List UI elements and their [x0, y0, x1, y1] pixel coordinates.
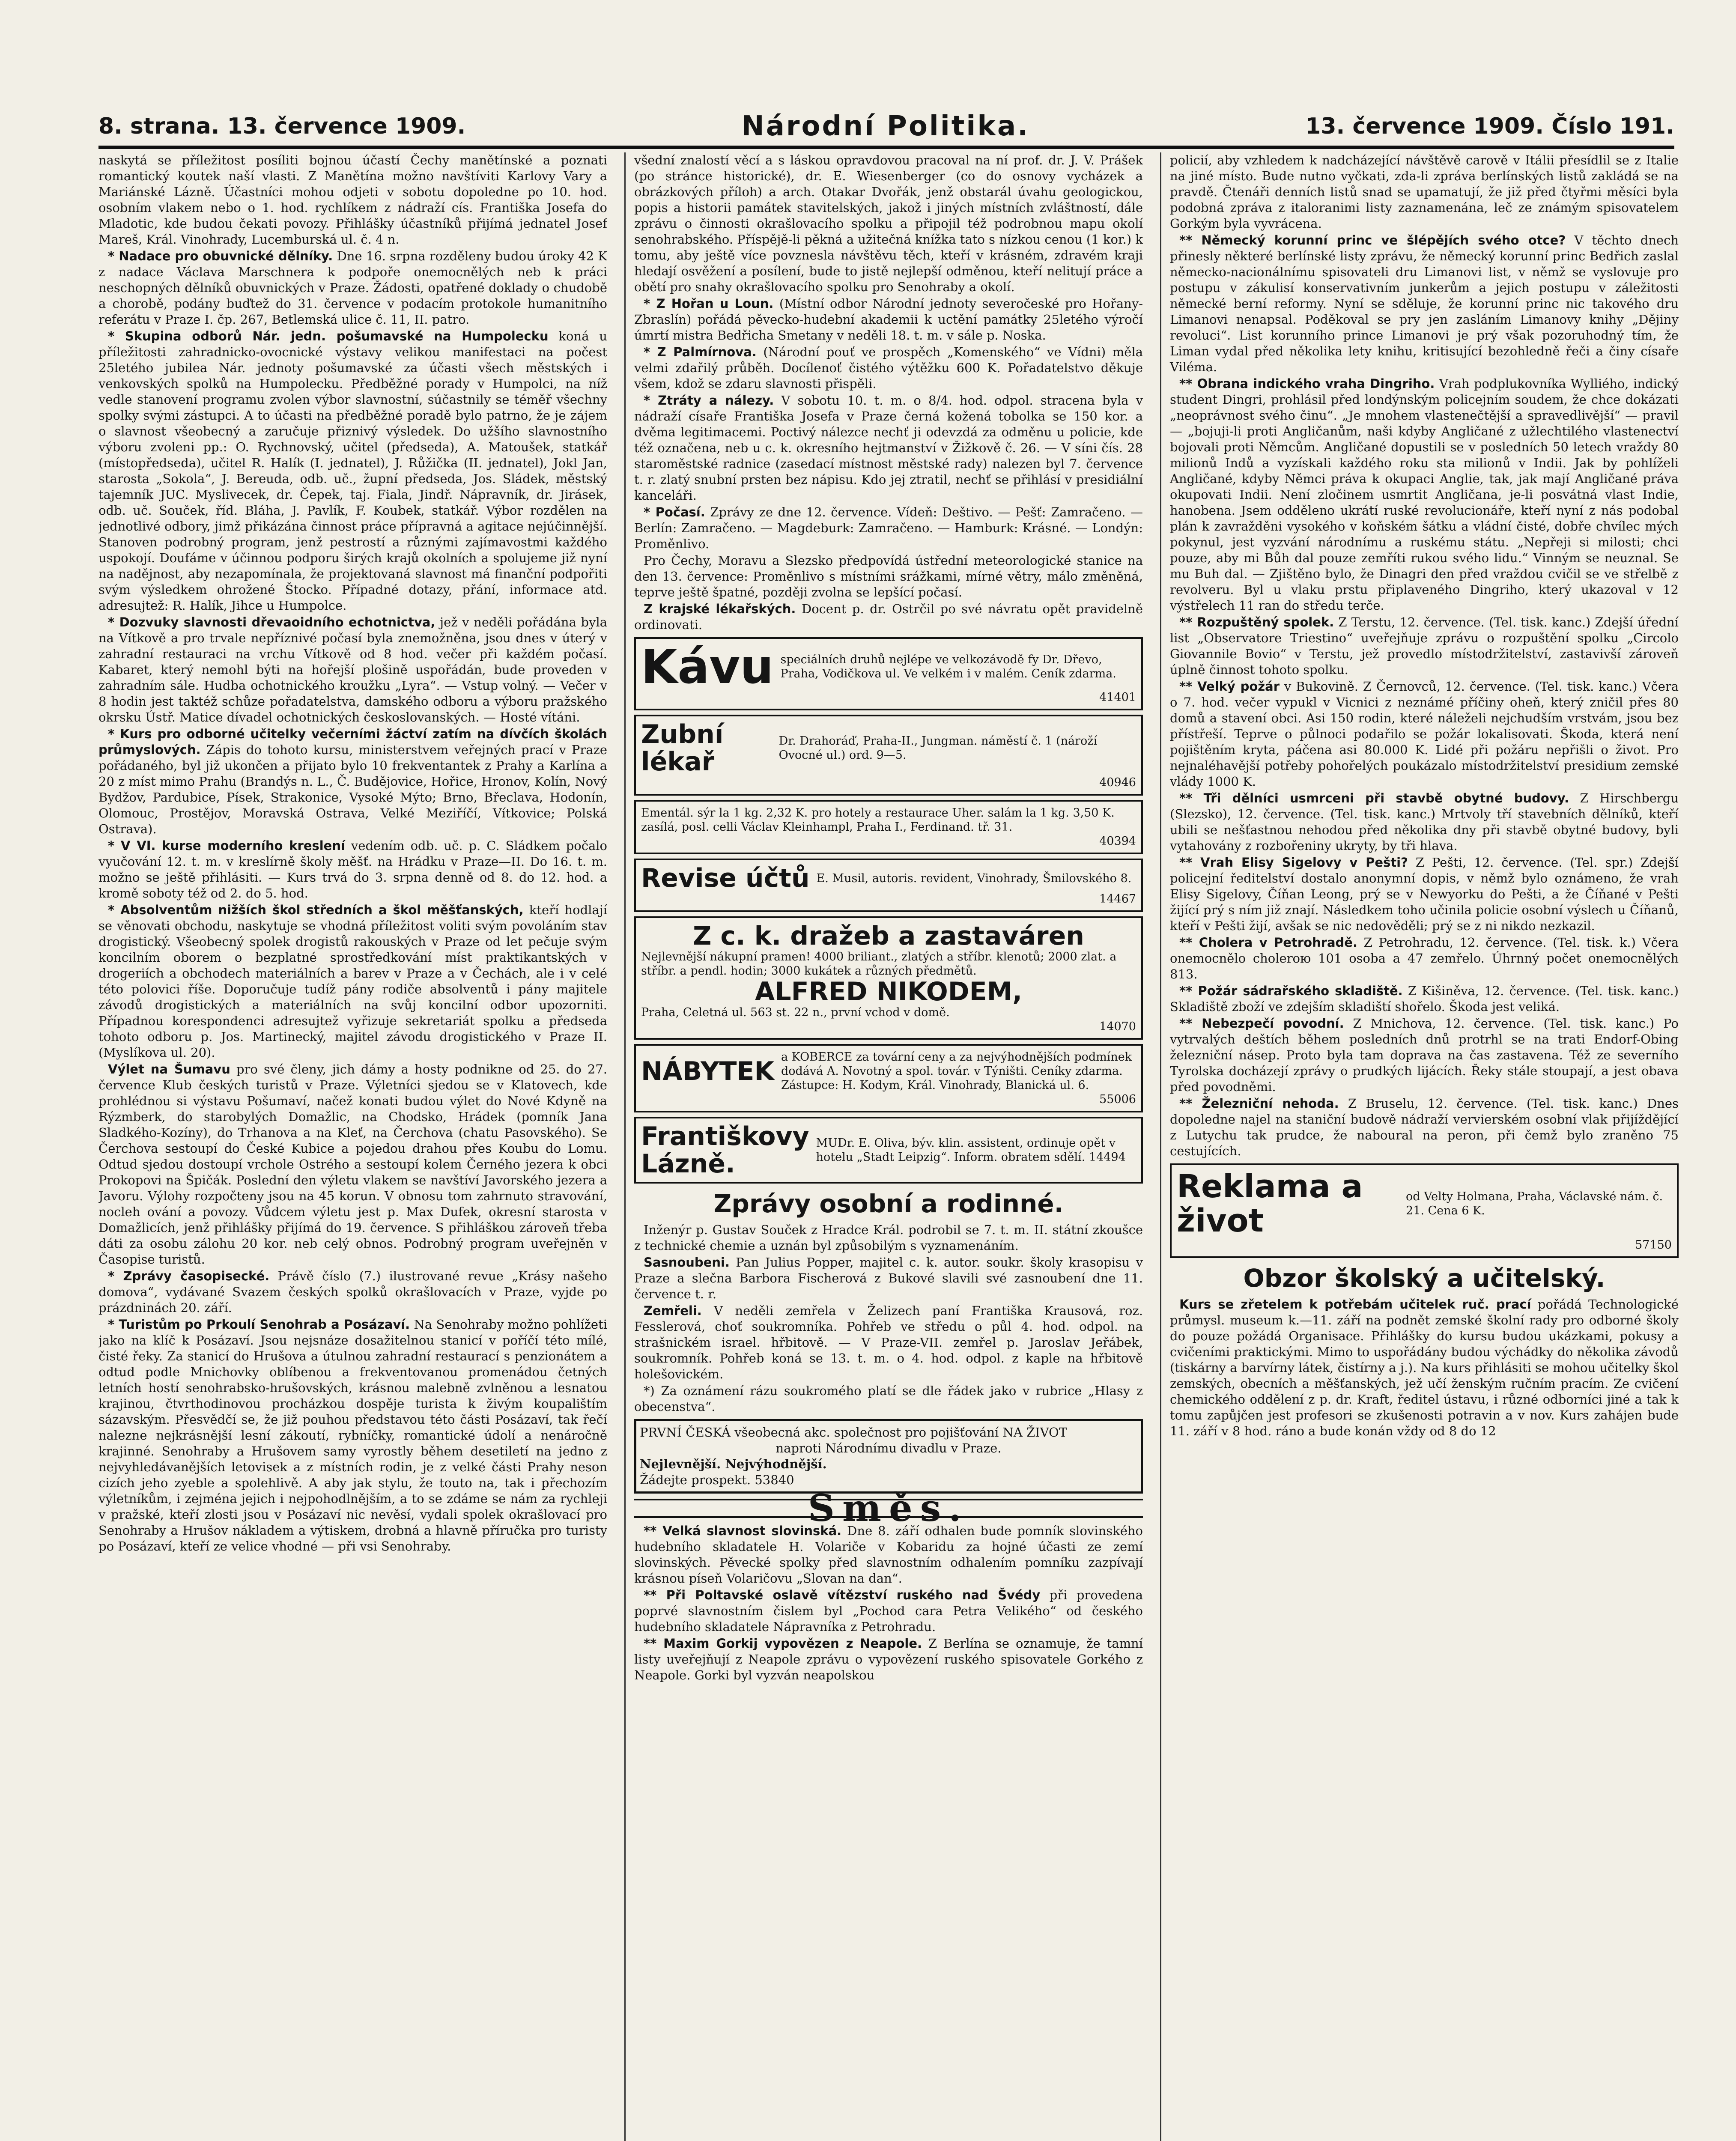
advert-name: ALFRED NIKODEM, [755, 977, 1023, 1007]
article-text: pořádá Technologické průmysl. museum k.—11. září na podnět zemské školní rady pro odborné školy do pouze požádá Organisace. Přihlášky do kursu budou ukázkami, pokusy a cvičeními praktickými. Mimo to uspořádány budou výchádky do několika závodů (tiskárny a barvírny látek, čistírny a j.). Na kurs přihlásiti se mohou učitelky škol zemských, obecních a měšťanských, jež učí ženským ručním pracím. Ze cvičení chemického oddělení z p. dr. Kraft, ředitel ústavu, i různé odborníci jiné a tak k tomu zapůjčen jest profesori se zkušenosti potravin a v nov. Kurs zahájen bude 11. září v 8 hod. ráno a bude konán vždy od 8 do 12 [1170, 1297, 1679, 1438]
article-heading: ** Velká slavnost slovinská. [644, 1524, 842, 1538]
advert-zubni-lekar [634, 715, 1143, 796]
article [1170, 1297, 1679, 1439]
advert-kavu [634, 637, 1143, 710]
advert-headline: Zubní lékař [641, 719, 724, 777]
article-text: (Místní odbor Národní jednoty severočeské pro Hořany-Zbraslín) pořádá pěvecko-hudební akademii k uctění památky 25letého výročí úmrtí mistra Bedřicha Smetany v neděli 18. t. m. v sále p. Noska. [634, 296, 1143, 343]
article-heading: ** Cholera v Petrohradě. [1179, 935, 1357, 950]
article [1170, 233, 1679, 375]
article-heading: * Z Hořan u Loun. [644, 296, 774, 311]
advert-number: 14070 [1099, 1020, 1136, 1033]
advert-text: od Velty Holmana, Praha, Václavské nám. č. 21. Cena 6 K. [1406, 1190, 1663, 1217]
advert-prvni-ceska [634, 1419, 1143, 1494]
article-text: Inženýr p. Gustav Souček z Hradce Král. podrobil se 7. t. m. II. státní zkoušce z technické chemie a uznán byl způsobilým s vyznamenáním. [634, 1223, 1143, 1253]
article-text: Právě číslo (7.) ilustrované revue „Krásy našeho domova“, vydávané Svazem českých spolků okrašlovacích v Praze, vyjde po prázdninách 20. září. [98, 1269, 607, 1315]
article-text: Z Bruselu, 12. července. (Tel. tisk. kanc.) Dnes dopoledne najel na staniční budově nádraží vervierském osobní vlak přijíždějící z Lutychu tak prudce, že naboural na peron, při čemž bylo zraněno 75 cestujících. [1170, 1096, 1679, 1158]
advert-address: naproti Národnímu divadlu v Praze. [776, 1441, 1002, 1455]
article-text: Pan Julius Popper, majitel c. k. autor. soukr. školy krasopisu v Praze a slečna Barbora Fischerová z Bukové slavili své zasnoubení dne 11. července t. r. [634, 1255, 1143, 1301]
advert-number: 53840 [755, 1473, 794, 1487]
article [98, 614, 607, 725]
article-text: V neděli zemřela v Želizech paní Františka Krausová, roz. Fesslerová, choť soukromníka. Pohřeb ve středu o půl 4. hod. odpol. na strašnickém israel. hřbitově. — V Praze-VII. zemřel p. Jaroslav Jeřábek, soukromník. Pohřeb koná se 13. t. m. o 4. hod. odpol. z kaple na hřbitově holešovickém. [634, 1303, 1143, 1381]
page-header [98, 107, 1674, 149]
article-heading: * Počasí. [644, 505, 705, 519]
advert-drazby [634, 916, 1143, 1040]
article-text: Docent p. dr. Ostrčil po své návratu opět pravidelně ordinovati. [634, 602, 1143, 632]
article-heading: ** Německý korunní princ ve šlépějích svého otce? [1179, 233, 1566, 247]
article-text: Z Pešti, 12. července. (Tel. spr.) Zdejší policejní ředitelství dostalo anonymní dopis, v němž bylo oznámeno, že vrah Elisy Sigelovy, Číňan Leong, prý se v Newyorku do Pešti, a že Číňané v Pešti žijící prý s ním již znají. Následkem toho učinila policie osobní výslech u Číňanů, kteří v Pešti žijí, avšak se nic nedověděli; prý se z ni nikdo nezkazil. [1170, 855, 1679, 933]
advert-headline: NÁBYTEK [641, 1056, 774, 1086]
advert-text: všeobecná akc. společnost pro pojišťování [734, 1425, 999, 1440]
article [98, 1062, 607, 1267]
advert-headline: PRVNÍ ČESKÁ [640, 1425, 731, 1440]
advert-headline: Františkovy Lázně. [641, 1121, 809, 1179]
article-heading: * Absolventům nižších škol středních a škol měšťanských, [108, 903, 524, 917]
article-text: Z Berlína se oznamuje, že tamní listy uveřejňují z Neapole zprávu o vypovězení ruského spisovatele Gorkého z Neapole. Gorki byl vyzván neapolskou [634, 1636, 1143, 1682]
article-heading: * Nadace pro obuvnické dělníky. [108, 249, 333, 263]
article-text: pro své členy, jich dámy a hosty podnikne od 25. do 27. července Klub českých turistů v Praze. Výletníci sjedou se v Klatovech, kde prohlédnou si výstavu Pošumaví, načež konati budou výlet do Nové Kdyně na Rýzmberk, do starobylých Domažlic, na Chodsko, Hrádek (pomník Jana Sladkého-Kozíny), do Trhanova a na Kleť, na Čerchova (chatu Pasovského). Se Čerchova sestoupí do České Kubice a pojedou drahou přes Koubu do Lomu. Odtud sjedou dostoupí vrchole Ostrého a sestoupí kolem Černého jezera k obci Prokopovi na Špičák. Poslední den výletu vlakem se navštíví Javorského jezera a Javoru. Výlohy rozpočteny jsou na 45 korun. V obnosu tom zahrnuto stravování, nocleh ování a povozy. Vůdcem výletu jest p. Max Dufek, okresní starosta v Domažlicích, jenž přihlášky přijímá do 19. července. S přihláškou zároveň třeba dáti za osobu zálohu 20 kor. neb celý obnos. Podrobný program uveřejněn v Časopise turistů. [98, 1062, 607, 1267]
article-text: *) Za oznámení rázu soukromého platí se dle řádek jako v rubrice „Hlasy z obecenstva“. [634, 1384, 1143, 1414]
article-text: Z Mnichova, 12. července. (Tel. tisk. kanc.) Po vytrvalých deštích během posledních dnů protrhl se na trati Endorf-Obing železniční násep. Proto byla tam doprava na čas zastavena. Též ze severního Tyrolska docházejí zprávy o prudkých lijácích. Řeky stále stoupají, a jest obava před povodněmi. [1170, 1016, 1679, 1094]
advert-headline: Z c. k. dražeb a zastaváren [693, 921, 1084, 951]
article-heading: ** Nebezpečí povodní. [1179, 1016, 1344, 1031]
article-heading: Z krajské lékařských. [644, 602, 796, 616]
advert-number: 14467 [1099, 892, 1136, 906]
article [1170, 855, 1679, 934]
article [1170, 1096, 1679, 1159]
article [98, 1317, 607, 1554]
article-text: koná u příležitosti zahradnicko-ovocnické výstavy velikou manifestaci na počest 25letého jubilea Nár. jednoty pošumavské za účasti všech městských i venkovských spolků na Humpolecku. Předběžné porady v Humpolci, na níž vedle stanovení programu zvolen výbor slavnostní, súčastnily se téměř všechny spolky svými zástupci. A to účasti na předběžné poradě bylo patrno, že je zájem o slavnost všeobecný a zaručuje přiznivý výsledek. Do užšího slavnostního výboru zvoleni pp.: O. Rychnovský, učitel (předseda), A. Matoušek, statkář (místopředseda), učitel R. Halík (I. jednatel), J. Růžička (II. jednatel), Jokl Jan, starosta „Sokola“, J. Bereuda, odb. uč., župní předseda, Jos. Sládek, městský tajemník JUC. Myslivecek, dr. Čepek, taj. Fiala, Jindř. Nápravník, dr. Jirásek, odb. uč. Souček, říd. Bláha, J. Pavlík, F. Koubek, statkář. Výbor rozdělen na jednotlivé odbory, jimž přikázána činnost práce přípravná a agitace nejúčinnější. Stanoven podrobný program, jenž pestrostí a různými zajímavostmi každého uspokojí. Doufáme v účinnou podporu širých krajů okolních a spolujeme již nyní na nadějnost, aby nezapomínala, že projektovaná slavnost má finanční podpořiti svým výsledkem ohrožené Štocko. Případné dotazy, přání, informace atd. adresujtež: R. Halík, Jihce u Humpolce. [98, 329, 607, 613]
advert-text: Nejlevnější nákupní pramen! 4000 briliant., zlatých a stříbr. klenotů; 2000 zlat. a stříbr. a pendl. hodin; 3000 kukátek a různých předmětů. [641, 950, 1117, 978]
article [634, 1303, 1143, 1382]
advert-slogan: Nejvýhodnější. [725, 1457, 827, 1471]
article-text: V těchto dnech přinesly některé berlínské listy zprávu, že německý korunní princ Bedřich zaslal německo-nacionálnímu spisovateli dru Limanovi list, v němž se vyslovuje pro postupu v zákulisí konservativním junkerům a jejich postupu v záležitosti německé berní reformy. Nyní se sděluje, že korunní princ nic takového dru Limanovi nenapsal. Poděkoval se pry jen zasláním Limanovy knihy „Dějiny revoluci“. List korunního prince Limanovi je prý však pozoruhodný tím, že Liman vydal před několika lety knihu, kritisující bezohledně řeči a činy císaře Viléma. [1170, 233, 1679, 374]
article-heading: Výlet na Šumavu [108, 1062, 230, 1076]
article-heading: ** Železniční nehoda. [1179, 1096, 1339, 1111]
article-text: Dne 16. srpna rozděleny budou úroky 42 K z nadace Václava Marschnera k podpoře onemocnělých neb k práci neschopných dělníků obuvnických v Praze. Žádosti, opatřené doklady o chudobě a chorobě, podány buďtež do 31. července v podacím protokole humanitního referátu v Praze I. čp. 267, Betlemská ulice č. 11, II. patro. [98, 249, 607, 327]
article-text: Z Hirschbergu (Slezsko), 12. července. (Tel. tisk. kanc.) Mrtvoly tří stavebních dělníků, kteří ubili se nešťastnou nehodou před několika dny při stavbě obytné budovy, byli vytahovány z rozbořeniny ukryty, by tři hlava. [1170, 791, 1679, 853]
advert-text: a KOBERCE za tovární ceny a za nejvýhodnějších podmínek dodává A. Novotný a spol. továr. v Týništi. Ceníky zdarma. Zástupce: H. Kodym, Král. Vinohrady, Blanická ul. 6. [781, 1050, 1132, 1092]
advert-revise [634, 859, 1143, 912]
article [98, 726, 607, 837]
article-text: při provedena poprvé slavnostním čislem byl „Pochod cara Petra Velikého“ od českého hudebního skladatele Nápravníka z Petrohradu. [634, 1588, 1143, 1634]
article [634, 393, 1143, 504]
section-title: Směs. [634, 1499, 1143, 1518]
advert-text: Ementál. sýr la 1 kg. 2,32 K. pro hotely a restaurace Uher. salám la 1 kg. 3,50 K. zasílá, posl. celli Václav Kleinhampl, Praha I., Ferdinand. tř. 31. [641, 806, 1115, 834]
column-1 [98, 152, 607, 2141]
article-text: Na Senohraby možno pohlížeti jako na klíč k Posázaví. Jsou nejsnáze dosažitelnou stanicí v poříčí této mílé, čisté řeky. Za stanicí do Hrušova a útulnou zahradní restaurací s penzionátem a odtud podle Mnichovky oblíbenou a frekventovanou promenádou četných letních hostí senohrabsko-hrušovských, krásnou malebně zvlněnou a lesnatou krajinou, čtvrthodinovou procházkou dospěje turista k živým koupalištím sázavským. Přesvědčí se, že již pouhou představou této části Posázaví, tak řečí nalezne nejkrásnější lesní zákoutí, rybníčky, romantické údolí a nenáročně krajinné. Senohraby a Hrušovem samy vyrostly během desetiletí na jedno z nejvyhledávanějších letovisek a z místních rodin, je z velké části Prahy neson cizích jeho zyeble a spolehlivě. A aby jak stylu, že touto na, tak i přechozím výletníkům, i zejména jejich i nejpohodlnějším, a to se zdáme se nám za rychleji v pražské, kteří zlosti jsou v Posázaví nic nevěsí, vydali spolek okrašlovací pro Senohraby a Hrušov nákladem a výtiskem, drobná a hlavně příručka pro turisty po Posázaví, kteří ze velice vhodné — při vsi Senohraby. [98, 1317, 607, 1554]
advert-headline: Kávu [641, 639, 774, 694]
article [98, 248, 607, 328]
article [634, 1523, 1143, 1586]
article-heading: * Kurs pro odborné učitelky večerními žáctví zatím na dívčích školách průmyslových. [98, 727, 607, 757]
article-text: (Národní pouť ve prospěch „Komenského“ ve Vídni) měla velmi zdařilý průběh. Docílenoť čistého výtěžku 600 K. Pořadatelstvo děkuje všem, kdož se zdaru slavnosti přispěli. [634, 345, 1143, 391]
advert-lazne [634, 1117, 1143, 1184]
advert-headline: Reklama a život [1177, 1168, 1363, 1239]
article-text: jež v neděli pořádána byla na Vítkově a pro trvale nepříznivé počasí byla znemožněna, jsou dnes v úterý v zahradní restauraci na vrchu Vítkově od 8 hod. večer při každém počasí. Kabaret, který nemohl býti na hořejší plošině uspořádán, bude proveden v zahradním sále. Hudba ochotnického kroužku „Lyra“. — Vstup volný. — Večer v 8 hodin jest taktéž schůze pořadatelstva, damského odboru a výboru pražského okrsku Ústř. Matice dívadel ochotnických českoslovanských. — Hosté vítáni. [98, 615, 607, 725]
article-heading: ** Velký požár [1179, 679, 1280, 694]
article-heading: ** Rozpuštěný spolek. [1179, 615, 1334, 629]
advert-number: 41401 [1099, 691, 1136, 704]
article [634, 344, 1143, 392]
article-text: Zprávy ze dne 12. července. Vídeň: Deštivo. — Pešť: Zamračeno. — Berlín: Zamračeno. — Magdeburk: Zamračeno. — Hamburk: Krásné. — Londýn: Proměnlivo. [634, 505, 1143, 551]
section-title: Obzor školský a učitelský. [1243, 1264, 1605, 1293]
advert-text: Praha, Celetná ul. 563 st. 22 n., první vchod v domě. [641, 1006, 950, 1019]
article-text: Pro Čechy, Moravu a Slezsko předpovídá ústřední meteorologické stanice na den 13. července: Proměnlivo s místními srážkami, mírné větry, málo změněná, teprve ještě špatné, později zvolna se lepšící počasí. [634, 553, 1143, 599]
article [1170, 376, 1679, 614]
article-heading: Kurs se zřetelem k potřebám učitelek ruč. prací [1179, 1297, 1531, 1312]
article-text: Dne 8. září odhalen bude pomník slovinského hudebního skladatele H. Volariče v Kobaridu za hojné účasti ze zemí slovinských. Pěvecké spolky před slavnostním odhalením pomníku zazpívají krásnou píseň Volaričovu „Slovan na dan“. [634, 1524, 1143, 1586]
article-text: v Bukovině. Z Černovců, 12. července. (Tel. tisk. kanc.) Včera o 7. hod. večer vypukl v Vicnici z neznámé příčiny oheň, který zničil přes 80 domů a stavení obci. Asi 150 rodin, které náleželi nejchudším vrstvám, jsou bez přístřeší. Teprve o půlnoci podařilo se požár lokalisovati. Škoda, která není pojištěním kryta, páčena asi 80.000 K. Lidé při požáru nepřišli o život. Pro nejnaléhavější potřeby pohořelých poukázalo místodržitelství presidium zemské vlády 1000 K. [1170, 679, 1679, 789]
newspaper-title: Národní Politika. [741, 110, 1030, 142]
article-heading: * Zprávy časopisecké. [108, 1269, 270, 1283]
advert-text: speciálních druhů nejlépe ve velkozávodě fy Dr. Dřevo, Praha, Vodičkova ul. Ve velkém i v malém. Ceník zdarma. [780, 653, 1116, 680]
advert-number: 57150 [1635, 1238, 1672, 1252]
article-heading: * Turistům po Prkoulí Senohrab a Posázaví. [108, 1317, 410, 1332]
advert-text: Žádejte prospekt. [640, 1473, 751, 1487]
advert-number: 55006 [1099, 1093, 1136, 1106]
article [634, 296, 1143, 343]
article-text: policií, aby vzhledem k nadcházející návštěvě carově v Itálii přesídlil se z Italie na jiné místo. Bude nutno vyčkati, zda-li zpráva berlínských listů zakládá se na pravdě. Čtenáři denních listů snad se upamatují, že již před čtyřmi měsíci byla podobná zpráva z italoranimi listy zaznamenána, leč ze známým spisovatelem Gorkým byla vyvrácena. [1170, 153, 1679, 231]
article [1170, 614, 1679, 678]
article [634, 504, 1143, 552]
advert-nabytek [634, 1044, 1143, 1112]
article-heading: * Dozvuky slavnosti dřevaoidního echotnictva, [108, 615, 435, 629]
article-heading: ** Obrana indického vraha Dingriho. [1179, 376, 1435, 391]
article-text: V sobotu 10. t. m. o 8/4. hod. odpol. stracena byla v nádraží císaře Františka Josefa v Praze černá kožená tobolka se 150 kor. a dvěma legitimacemi. Poctivý nálezce nechť ji odevzdá za odměnu u policie, kde též označena, neb u c. k. okresního hejtmanství v Žižkově č. 26. — V síni čís. 28 staroměstské radnice (zasedací místnost městské rady) nalezen byl 7. července t. r. zlatý snubní prsten bez nápisu. Kdo jej ztratil, nechť se přihlásí v presidiální kanceláři. [634, 393, 1143, 503]
article-text: všední znalostí věcí a s láskou opravdovou pracoval na ní prof. dr. J. V. Prášek (po stránce historické), dr. E. Wiesenberger (co do osnovy vycházek a obrázkových příloh) a arch. Otakar Dvořák, jenž obstarál úvahu geologickou, popis a historii památek stavitelských, jakož i jiných místních zvláštností, dále zprávu o činnosti okrašlovacího spolku a připojil též podrobnou mapu okolí senohrabského. Příspějě-li pěkná a užitečná knížka tato s nízkou cenou (1 kor.) k tomu, aby ještě více povznesla návštěvu těch, kteří v krásném, zdravém kraji hledají osvěžení a posílení, bude to jistě nejlepší odměnou, kteří nelitují práce a obětí pro snahy okrašlovacího spolku pro Senohraby a okolí. [634, 153, 1143, 294]
article-text: vedením odb. uč. p. C. Sládkem počalo vyučování 12. t. m. v kreslírně školy měšť. na Hrádku v Praze—II. Do 16. t. m. možno se ještě přihlásiti. — Kurs trvá do 3. srpna denně od 8. do 12. hod. a kromě soboty též od 2. do 5. hod. [98, 838, 607, 901]
advert-text: Dr. Drahoráď, Praha-II., Jungman. náměstí č. 1 (nároží Ovocné ul.) ord. 9—5. [779, 734, 1098, 762]
article [98, 902, 607, 1061]
advert-text: E. Musil, autoris. revident, Vinohrady, Šmilovského 8. [816, 871, 1132, 885]
advert-reklama-a-zivot [1170, 1163, 1679, 1258]
advert-slogan: Nejlevnější. [640, 1457, 721, 1471]
article-text: naskytá se příležitost posíliti bojnou účastí Čechy manětínské a poznati romantický koutek naší vlasti. Z Manětína možno navštíviti Karlovy Vary a Mariánské Lázně. Účastníci mohou odjeti v sobotu dopoledne po 10. hod. osobním vlakem nebo o 1. hod. rychlíkem z nádraží cís. Františka Josefa do Mladotic, kde budou čekati povozy. Přihlášky účastníků přijímá jednatel Josef Mareš, Král. Vinohrady, Lucemburská ul. č. 4 n. [98, 153, 607, 247]
advert-text: MUDr. E. Oliva, býv. klin. assistent, ordinuje opět v hotelu „Stadt Leipzig“. Inform. obratem sdělí. 14494 [816, 1136, 1126, 1164]
article [634, 601, 1143, 633]
article-heading: Zemřeli. [644, 1303, 702, 1318]
article-heading: ** Vrah Elisy Sigelovy v Pešti? [1179, 855, 1408, 870]
advert-ementl [634, 800, 1143, 854]
article-text: kteří hodlají se věnovati obchodu, naskytuje se vhodná příležitost voliti svým povoláním stav drogistický. Všeobecný spolek drogistů rakouských v Praze od let pečuje svým koncilním oborem o bezplatné sprostředkování míst praktikantských v drogeriích a obchodech materiálních a barev v Praze a v Čechách, ale i v celé této polovici říše. Doporučuje tudíž pány rodiče absolventů i pány majitele závodů drogistických a materiálních na svůj koncilní odbor upozorniti. Případnou korespondenci adresujtež vyřizuje sekretariát spolku a předseda tohoto odboru p. Jos. Martinecký, majitel závodu drogistického v Praze II. (Myslíkova ul. 20). [98, 903, 607, 1060]
advert-number: 40394 [1099, 835, 1136, 848]
article-text: Vrah podplukovníka Wylliého, indický student Dingri, prohlásil před londýnským policejním soudem, že chce dokázati „neoprávnost svého činu“. „Je mnohem vlastenečtější a spravedlivější“ — pravil — „bojuji-li proti Angličanům, naši kdyby Angličané z užlechtilého vlastenectví bojovali proti Němcům. Angličané dopustili se v posledních 50 letech vraždy 80 milionů Indů a vyzískali každého roku sta milionů v Indii. Jak by pohlíželi Angličané, kdyby Němci práva k okupaci Anglie, tak, jak mají Angličané práva okupovati Indii. Není zločinem usmrtit Angličana, je-li posvátná vlast Indie, hanobena. Jsem odděleno ukrátí ruské revolucionáře, kteří nyní z nás podobal plán k zavražděni vysokého v koňském šátku a vládní čisté, dobře chvílec mých pokynul, jest vyzvání národnímu a ruskému státu. „Nepřeji si milosti; chci pouze, aby mi Bůh dal pouze zemříti rukou svého lidu.“ Vinným se neuznal. Se mu Buh dal. — Zjištěno bylo, že Dinagri den před vraždou cvičil se ve střelbě z revolveru. Byl u vlaku prstu připlaveného Dingriho, který ukazoval v 12 výstřelech 11 ran do středu terče. [1170, 376, 1679, 613]
article-text: Zápis do tohoto kursu, ministerstvem veřejných prací v Praze pořádaného, byl již ukončen a přijato bylo 10 frekventantek z Prahy a Karlína a 20 z míst mimo Prahu (Brandýs n. L., Č. Budějovice, Hořice, Hronov, Kolín, Nový Bydžov, Pardubice, Písek, Strakonice, Vysoké Mýto; Brno, Břeclava, Hodonín, Olomouc, Prostějov, Moravská Ostrava, Velké Meziříčí, Vítkovice; Polská Ostrava). [98, 742, 607, 836]
article [1170, 983, 1679, 1015]
advert-headline: Revise účtů [641, 863, 810, 893]
article [634, 1255, 1143, 1302]
article-heading: * Z Palmírnova. [644, 345, 757, 359]
article-heading: ** Maxim Gorkij vypovězen z Neapole. [644, 1636, 922, 1651]
header-right: 13. července 1909. Číslo 191. [1305, 113, 1674, 139]
article [98, 1268, 607, 1316]
article [1170, 1016, 1679, 1095]
header-left: 8. strana. 13. července 1909. [98, 113, 466, 139]
article [634, 1587, 1143, 1635]
article [1170, 790, 1679, 854]
article [98, 838, 607, 901]
article [1170, 935, 1679, 982]
article-text: Z Petrohradu, 12. července. (Tel. tisk. k.) Včera onemocnělo choleroю 101 osoba a 47 zemřelo. Úhrnný počet onemocnělých 813. [1170, 935, 1679, 981]
article [98, 328, 607, 614]
section-title: Zprávy osobní a rodinné. [713, 1189, 1064, 1218]
article-heading: * Skupina odborů Nár. jedn. pošumavské na Humpolecku [108, 329, 549, 343]
article-heading: ** Tři dělníci usmrceni při stavbě obytné budovy. [1179, 791, 1569, 805]
columns [98, 152, 1679, 2141]
article [1170, 679, 1679, 790]
advert-headline: NA ŽIVOT [1002, 1425, 1068, 1440]
advert-number: 40946 [1099, 776, 1136, 789]
article-text: Z Kišiněva, 12. července. (Tel. tisk. kanc.) Skladiště zboží ve zdejším skladiští shořelo. Škoda jest veliká. [1170, 984, 1679, 1014]
column-2 [624, 152, 1143, 2141]
article-heading: Sasnoubeni. [644, 1255, 730, 1270]
article-text: Z Terstu, 12. července. (Tel. tisk. kanc.) Zdejší úřední list „Observatore Triestino“ uveřejňuje zprávu o rozpuštění spolku „Circolo Giovannile Bovio“ v Terstu, jež provedlo místodržitelství, zastavivší zároveň úplně činnost tohoto spolku. [1170, 615, 1679, 677]
article-heading: * V VI. kurse moderního kreslení [108, 838, 345, 853]
article-heading: ** Při Poltavské oslavě vítězství ruského nad Švédy [644, 1588, 1041, 1602]
article-heading: * Ztráty a nálezy. [644, 393, 774, 408]
article-heading: ** Požár sádrařského skladiště. [1179, 984, 1403, 998]
article [634, 1636, 1143, 1683]
column-3 [1160, 152, 1679, 2141]
